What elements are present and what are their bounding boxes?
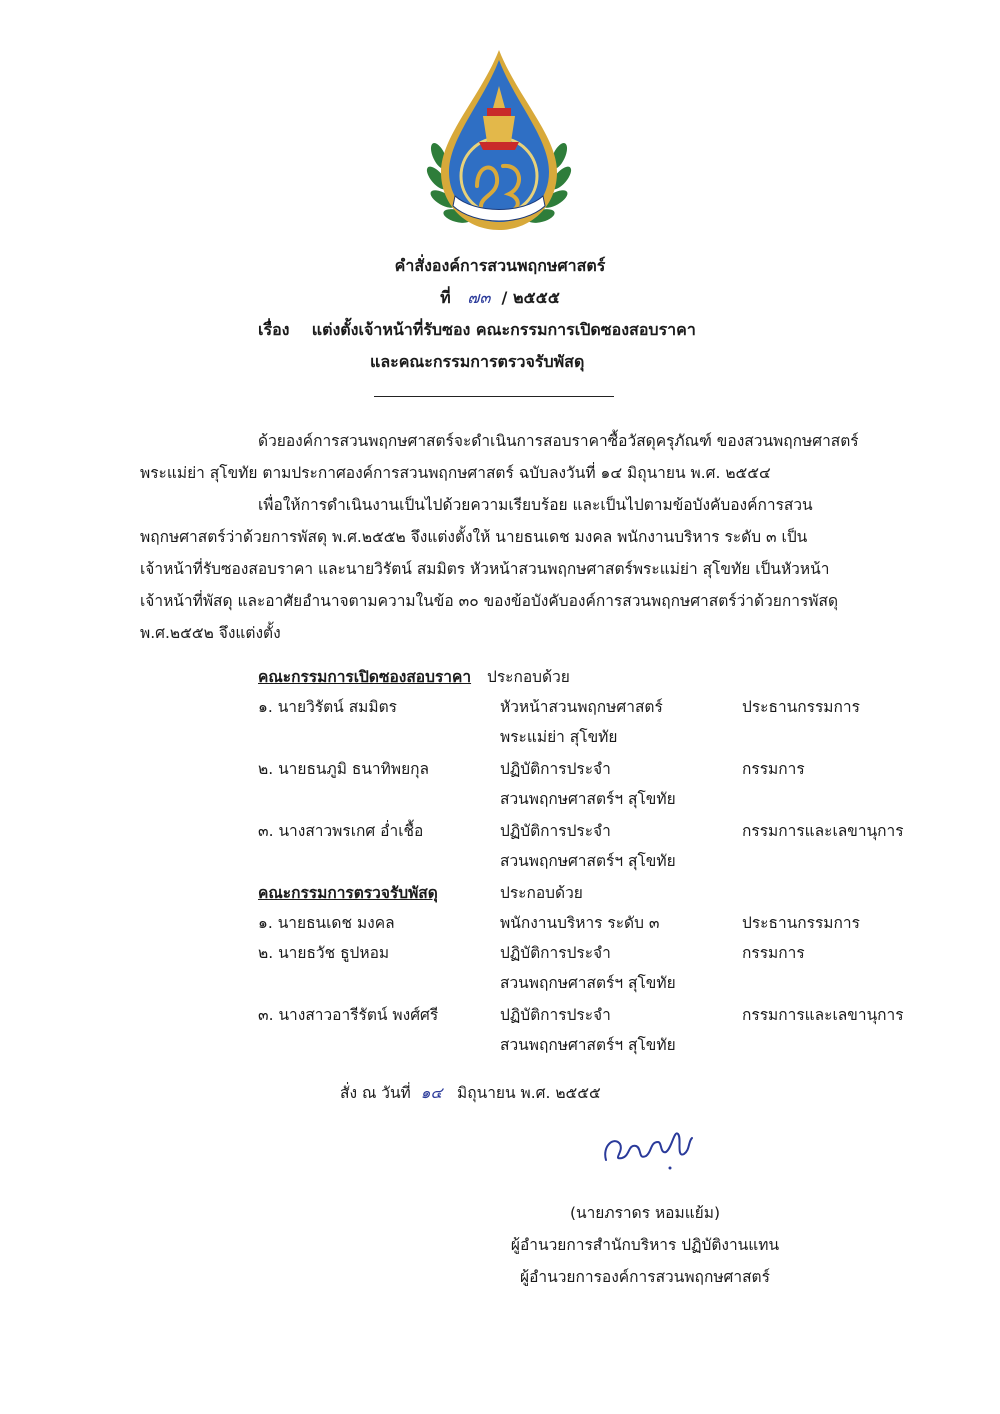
committee-2-consists: ประกอบด้วย: [500, 884, 583, 902]
document-title: คำสั่งองค์การสวนพฤกษศาสตร์: [394, 256, 606, 275]
botanical-garden-emblem: [425, 46, 573, 236]
order-date-prefix: สั่ง ณ วันที่: [340, 1084, 411, 1102]
committee-2-member-2-name: ๒. นายธวัช ธูปหอม: [258, 944, 390, 962]
committee-1-member-1-name: ๑. นายวิรัตน์ สมมิตร: [258, 698, 397, 716]
signer-name: (นายภราดร หอมแย้ม): [569, 1204, 721, 1222]
order-date: [340, 1080, 601, 1105]
paragraph-2-line-1: เพื่อให้การดำเนินงานเป็นไปด้วยความเรียบร้อย และเป็นไปตามข้อบังคับองค์การสวน: [258, 496, 813, 514]
committee-1-member-1-position-2: พระแม่ย่า สุโขทัย: [500, 728, 618, 746]
committee-1-member-3-name: ๓. นางสาวพรเกศ อ่ำเชื้อ: [258, 822, 424, 840]
header-divider: [374, 396, 614, 397]
signer-title-2: ผู้อำนวยการองค์การสวนพฤกษศาสตร์: [520, 1268, 770, 1286]
order-date-day: ๑๔: [420, 1084, 443, 1102]
handwritten-signature: [598, 1124, 698, 1174]
order-number-prefix: ที่: [440, 288, 451, 307]
committee-2-member-3-name: ๓. นางสาวอารีรัตน์ พงศ์ศรี: [258, 1006, 439, 1024]
committee-2-member-3-role: กรรมการและเลขานุการ: [742, 1006, 904, 1024]
paragraph-1-line-2: พระแม่ย่า สุโขทัย ตามประกาศองค์การสวนพฤกษศาสตร์ ฉบับลงวันที่ ๑๔ มิถุนายน พ.ศ. ๒๕๕๔: [140, 464, 771, 482]
committee-2-member-3-position: ปฏิบัติการประจำ: [500, 1006, 611, 1024]
committee-2-member-2-position-2: สวนพฤกษศาสตร์ฯ สุโขทัย: [500, 974, 676, 992]
committee-1-member-2-position: ปฏิบัติการประจำ: [500, 760, 611, 778]
signer-title-1: ผู้อำนวยการสำนักบริหาร ปฏิบัติงานแทน: [510, 1236, 780, 1254]
committee-1-member-1-role: ประธานกรรมการ: [742, 698, 860, 716]
subject-line-2: และคณะกรรมการตรวจรับพัสดุ: [370, 352, 585, 371]
committee-2-title: คณะกรรมการตรวจรับพัสดุ: [258, 884, 438, 902]
order-number-year: / ๒๕๕๕: [501, 288, 560, 307]
paragraph-2-line-4: เจ้าหน้าที่พัสดุ และอาศัยอำนาจตามความในข้อ ๓๐ ของข้อบังคับองค์การสวนพฤกษศาสตร์ว่าด้วยการพัสดุ: [140, 592, 839, 610]
subject-text: แต่งตั้งเจ้าหน้าที่รับซอง คณะกรรมการเปิดซองสอบราคา: [311, 320, 696, 339]
committee-2-member-1-name: ๑. นายธนเดช มงคล: [258, 914, 395, 932]
committee-2-member-2-position: ปฏิบัติการประจำ: [500, 944, 611, 962]
paragraph-2-line-3: เจ้าหน้าที่รับซองสอบราคา และนายวิรัตน์ สมมิตร หัวหน้าสวนพฤกษศาสตร์พระแม่ย่า สุโขทัย เป็นหัวหน้า: [140, 560, 830, 578]
committee-1-member-3-role: กรรมการและเลขานุการ: [742, 822, 904, 840]
paragraph-2-line-5: พ.ศ.๒๕๕๒ จึงแต่งตั้ง: [140, 624, 281, 642]
order-number: [0, 286, 1000, 311]
committee-1-member-1-position: หัวหน้าสวนพฤกษศาสตร์: [500, 698, 663, 716]
committee-2-member-2-role: กรรมการ: [742, 944, 805, 962]
committee-1-member-2-position-2: สวนพฤกษศาสตร์ฯ สุโขทัย: [500, 790, 676, 808]
order-date-rest: มิถุนายน พ.ศ. ๒๕๕๕: [457, 1084, 601, 1102]
committee-1-title: คณะกรรมการเปิดซองสอบราคา: [258, 668, 472, 686]
committee-1-member-2-role: กรรมการ: [742, 760, 805, 778]
paragraph-2-line-2: พฤกษศาสตร์ว่าด้วยการพัสดุ พ.ศ.๒๕๕๒ จึงแต่งตั้งให้ นายธนเดช มงคล พนักงานบริหาร ระดับ ๓ เป็น: [140, 528, 808, 546]
committee-1-member-3-position-2: สวนพฤกษศาสตร์ฯ สุโขทัย: [500, 852, 676, 870]
subject-line: [258, 318, 696, 343]
subject-label: เรื่อง: [258, 320, 290, 339]
committee-1-consists: ประกอบด้วย: [487, 668, 570, 686]
committee-1-member-2-name: ๒. นายธนภูมิ ธนาทิพยกุล: [258, 760, 430, 778]
committee-2-member-1-role: ประธานกรรมการ: [742, 914, 860, 932]
order-number-value: ๗๓: [467, 288, 491, 307]
committee-2-member-1-position: พนักงานบริหาร ระดับ ๓: [500, 914, 660, 932]
committee-1-member-3-position: ปฏิบัติการประจำ: [500, 822, 611, 840]
committee-2-member-3-position-2: สวนพฤกษศาสตร์ฯ สุโขทัย: [500, 1036, 676, 1054]
paragraph-1-line-1: ด้วยองค์การสวนพฤกษศาสตร์จะดำเนินการสอบราคาซื้อวัสดุครุภัณฑ์ ของสวนพฤกษศาสตร์: [258, 432, 859, 450]
